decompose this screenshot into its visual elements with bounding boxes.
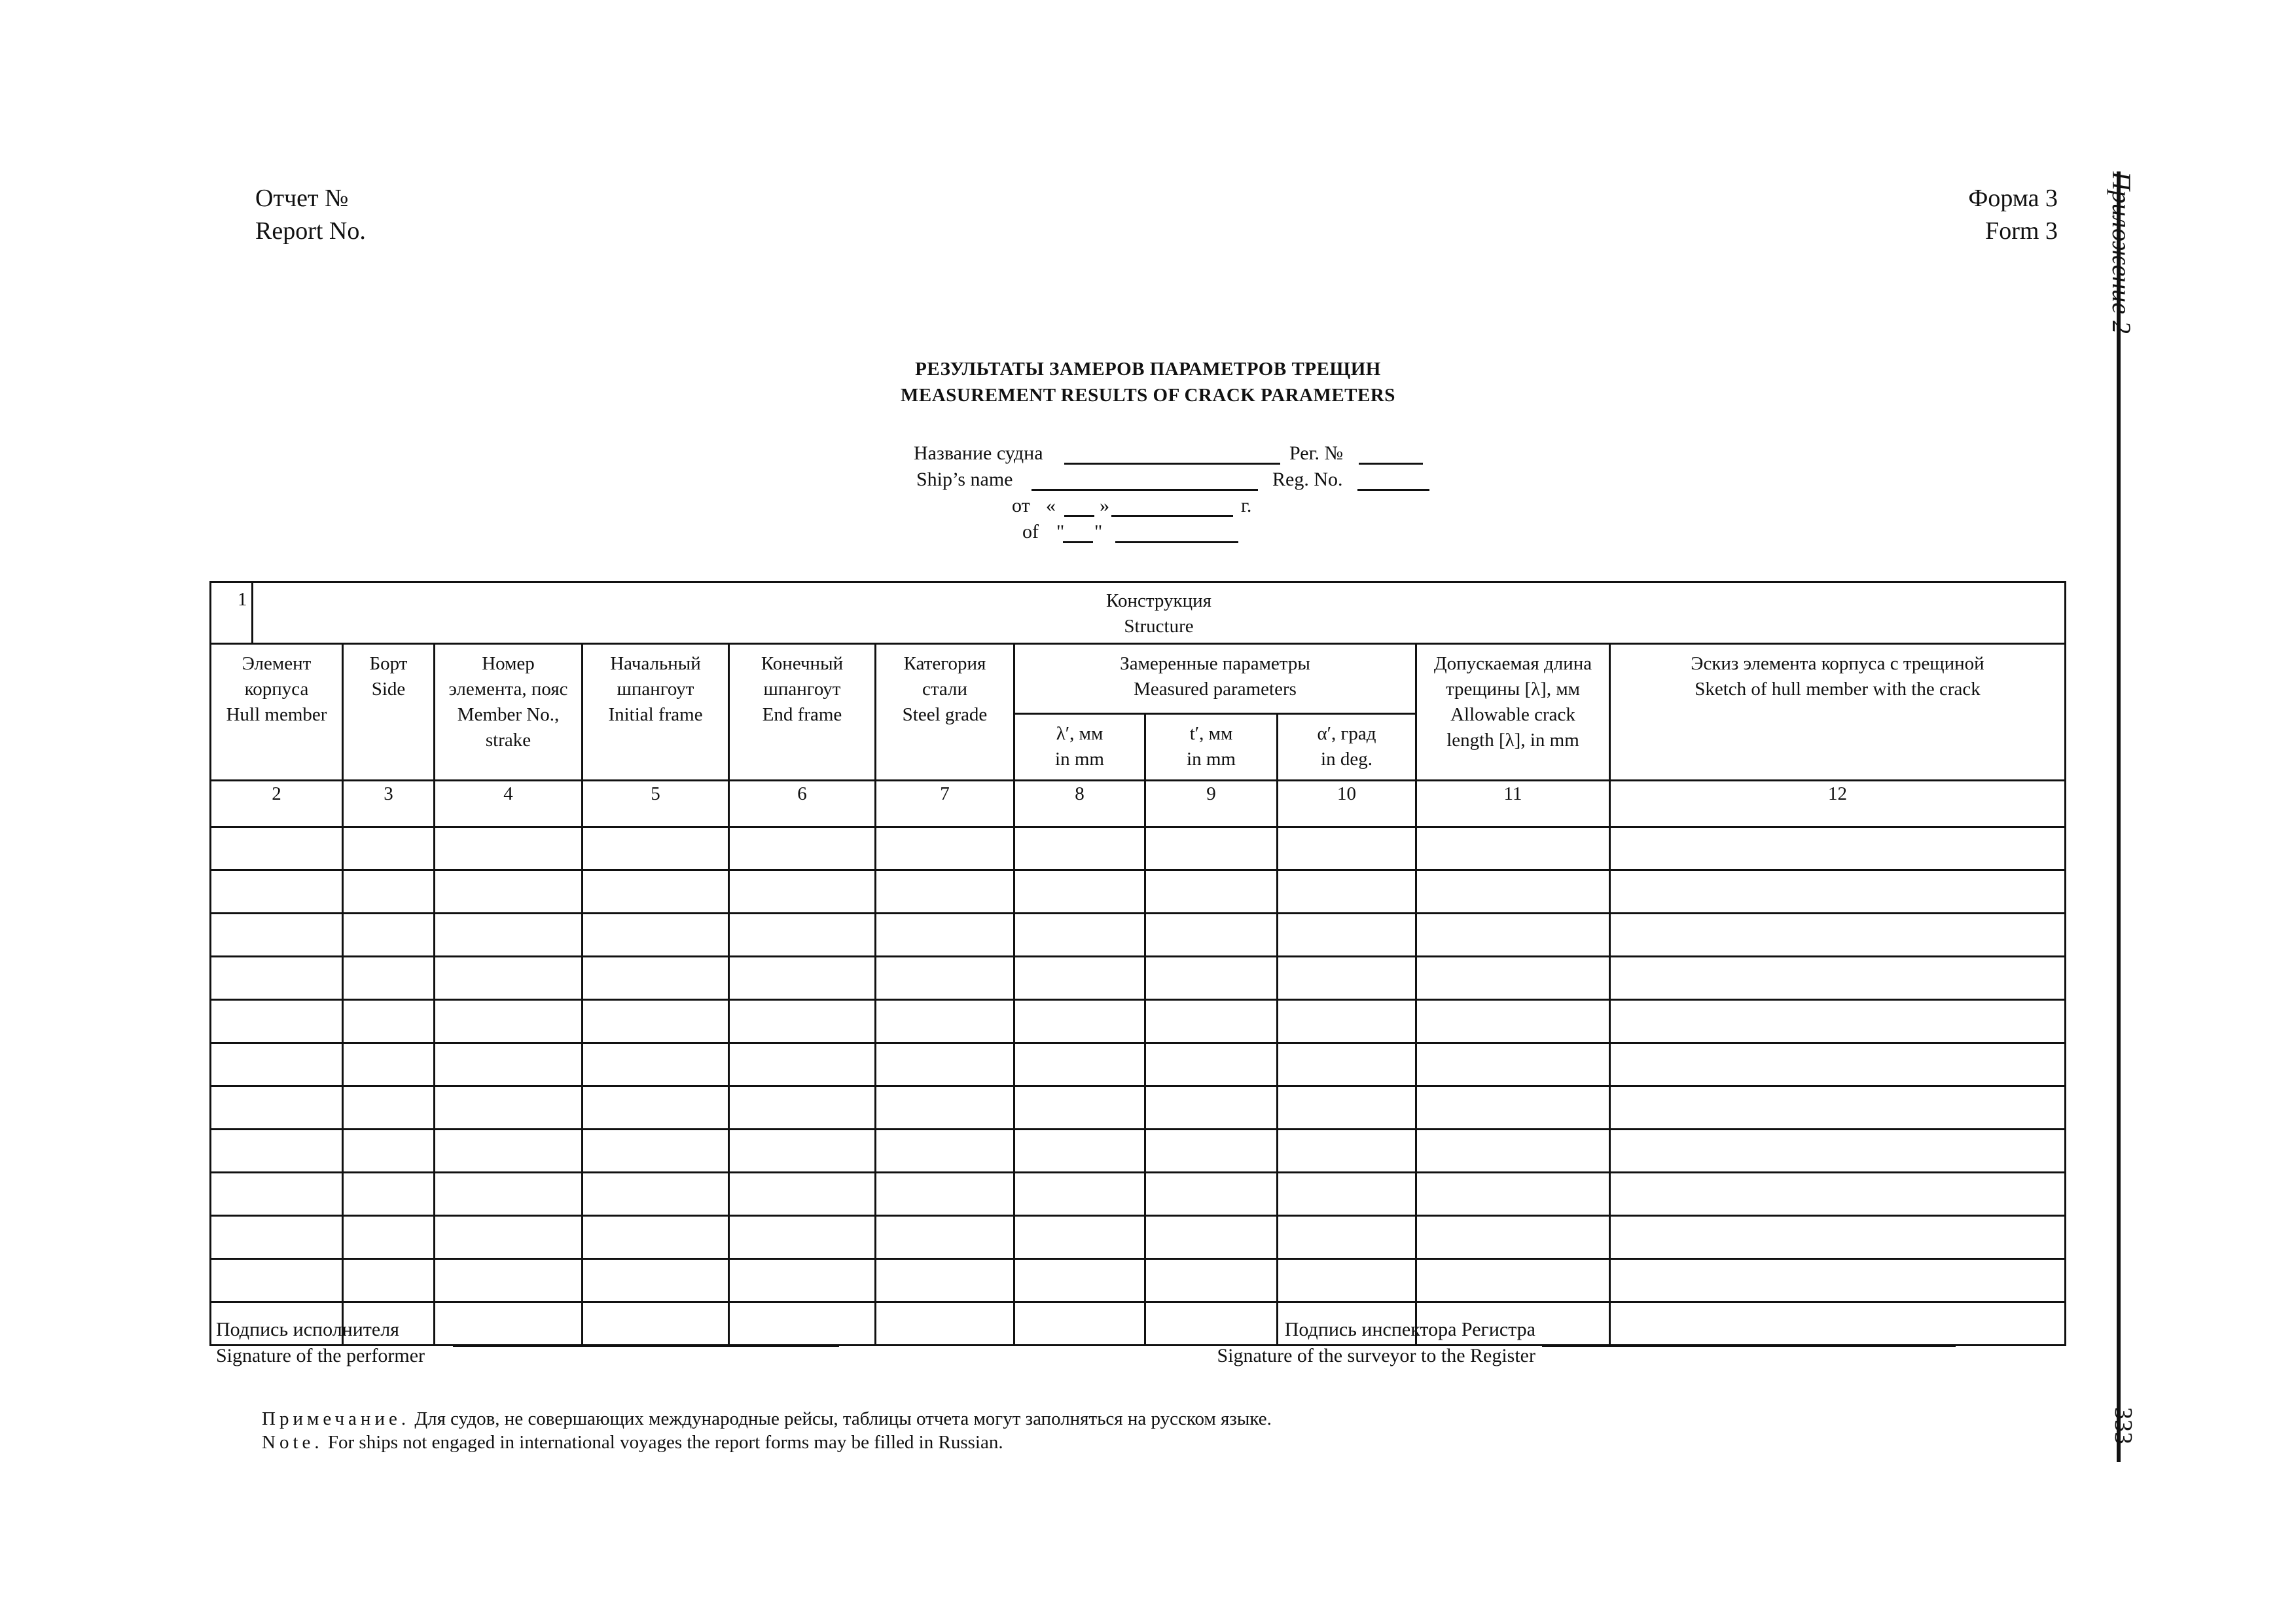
table-cell[interactable] bbox=[211, 1043, 343, 1086]
table-cell[interactable] bbox=[729, 1086, 876, 1130]
table-cell[interactable] bbox=[343, 1216, 435, 1259]
table-cell[interactable] bbox=[343, 1173, 435, 1216]
table-cell[interactable] bbox=[435, 957, 583, 1000]
table-cell[interactable] bbox=[1014, 1173, 1145, 1216]
col-num-5: 5 bbox=[583, 781, 729, 827]
note-label-ru: Примечание. bbox=[262, 1408, 410, 1429]
table-cell[interactable] bbox=[343, 1000, 435, 1043]
table-row bbox=[211, 1086, 2066, 1130]
table-cell[interactable] bbox=[876, 1302, 1014, 1346]
sub-alpha-1: α′, град bbox=[1317, 723, 1376, 744]
col-num-8: 8 bbox=[1014, 781, 1145, 827]
table-cell[interactable] bbox=[876, 1259, 1014, 1302]
table-cell[interactable] bbox=[1610, 1302, 2066, 1346]
table-cell[interactable] bbox=[583, 1086, 729, 1130]
table-cell[interactable] bbox=[211, 1000, 343, 1043]
col-member-en-1: Member No., bbox=[457, 704, 560, 725]
table-cell[interactable] bbox=[343, 1130, 435, 1173]
col-side-ru: Борт bbox=[369, 653, 408, 674]
data-rows bbox=[211, 827, 2066, 1346]
ship-name-input[interactable] bbox=[1064, 463, 1280, 465]
table-cell[interactable] bbox=[729, 1259, 876, 1302]
table-cell[interactable] bbox=[729, 1000, 876, 1043]
table-row bbox=[211, 1216, 2066, 1259]
col-hull-en: Hull member bbox=[226, 704, 327, 725]
table-cell[interactable] bbox=[211, 1130, 343, 1173]
table-cell[interactable] bbox=[1610, 957, 2066, 1000]
col-initial-ru-2: шпангоут bbox=[617, 679, 694, 700]
table-row bbox=[211, 1130, 2066, 1173]
col-initial-ru-1: Начальный bbox=[610, 653, 701, 674]
date-year-label-ru: г. bbox=[1241, 495, 1252, 516]
performer-label-ru: Подпись исполнителя bbox=[216, 1319, 399, 1340]
form-title-en: MEASUREMENT RESULTS OF CRACK PARAMETERS bbox=[901, 385, 1395, 406]
performer-label-en: Signature of the performer bbox=[216, 1345, 425, 1366]
table-row bbox=[211, 827, 2066, 870]
table-row bbox=[211, 957, 2066, 1000]
table-row bbox=[211, 1173, 2066, 1216]
table-cell[interactable] bbox=[343, 957, 435, 1000]
table-row bbox=[211, 1043, 2066, 1086]
form-number-en: Form 3 bbox=[1985, 217, 2058, 245]
table-cell[interactable] bbox=[583, 914, 729, 957]
table-cell[interactable] bbox=[1278, 1086, 1416, 1130]
col-initial-frame bbox=[583, 644, 729, 781]
col-member-no bbox=[435, 644, 583, 781]
table-cell[interactable] bbox=[343, 1259, 435, 1302]
table-cell[interactable] bbox=[1014, 1000, 1145, 1043]
col-measured-en: Measured parameters bbox=[1134, 679, 1297, 700]
table-cell[interactable] bbox=[1145, 957, 1278, 1000]
table-cell[interactable] bbox=[876, 1130, 1014, 1173]
col-end-ru-1: Конечный bbox=[761, 653, 844, 674]
table-row bbox=[211, 914, 2066, 957]
table-cell[interactable] bbox=[1145, 870, 1278, 914]
col-hull-ru-1: Элемент bbox=[242, 653, 312, 674]
sub-lambda-2: in mm bbox=[1055, 749, 1104, 770]
structure-header-cell bbox=[211, 582, 2066, 644]
table-cell[interactable] bbox=[1145, 914, 1278, 957]
table-cell[interactable] bbox=[211, 827, 343, 870]
col-end-ru-2: шпангоут bbox=[763, 679, 841, 700]
col-member-en-2: strake bbox=[485, 730, 531, 751]
table-cell[interactable] bbox=[343, 1043, 435, 1086]
col-num-9: 9 bbox=[1145, 781, 1278, 827]
date-open-quote-en: " bbox=[1056, 521, 1065, 543]
table-cell[interactable] bbox=[1278, 1216, 1416, 1259]
col-side bbox=[343, 644, 435, 781]
table-cell[interactable] bbox=[1416, 914, 1610, 957]
table-cell[interactable] bbox=[876, 957, 1014, 1000]
table-cell[interactable] bbox=[343, 827, 435, 870]
table-cell[interactable] bbox=[435, 1173, 583, 1216]
col-sketch-en: Sketch of hull member with the crack bbox=[1695, 679, 1981, 700]
table-cell[interactable] bbox=[1610, 1043, 2066, 1086]
col-num-2: 2 bbox=[211, 781, 343, 827]
date-close-quote-ru: » bbox=[1100, 495, 1109, 516]
col-allow-en-2: length [λ], in mm bbox=[1446, 730, 1579, 751]
date-month-input-en[interactable] bbox=[1115, 541, 1238, 543]
table-cell[interactable] bbox=[1610, 1000, 2066, 1043]
col-sketch bbox=[1610, 644, 2066, 781]
note-label-en: Note. bbox=[262, 1432, 323, 1453]
table-row bbox=[211, 1302, 2066, 1346]
table-cell[interactable] bbox=[1416, 1216, 1610, 1259]
structure-label-en: Structure bbox=[1124, 616, 1194, 637]
form-title-ru: РЕЗУЛЬТАТЫ ЗАМЕРОВ ПАРАМЕТРОВ ТРЕЩИН bbox=[915, 359, 1381, 380]
table-cell[interactable] bbox=[1145, 1216, 1278, 1259]
table-cell[interactable] bbox=[343, 870, 435, 914]
crack-results-table bbox=[209, 581, 2066, 1346]
table-cell[interactable] bbox=[1014, 827, 1145, 870]
col-num-10: 10 bbox=[1278, 781, 1416, 827]
column-header-row bbox=[211, 644, 2066, 714]
table-cell[interactable] bbox=[876, 827, 1014, 870]
col-steel-grade bbox=[876, 644, 1014, 781]
table-cell[interactable] bbox=[1145, 1173, 1278, 1216]
performer-signature-label bbox=[216, 1317, 425, 1369]
table-cell[interactable] bbox=[1416, 1000, 1610, 1043]
table-cell[interactable] bbox=[1014, 1086, 1145, 1130]
table-cell[interactable] bbox=[1610, 1216, 2066, 1259]
table-cell[interactable] bbox=[1014, 957, 1145, 1000]
table-cell[interactable] bbox=[1278, 957, 1416, 1000]
table-cell[interactable] bbox=[435, 1302, 583, 1346]
col-measured-params bbox=[1014, 644, 1416, 714]
page-number bbox=[2094, 1407, 2147, 1466]
table-cell[interactable] bbox=[1610, 1173, 2066, 1216]
table-cell[interactable] bbox=[1416, 957, 1610, 1000]
date-open-quote-ru: « bbox=[1046, 495, 1056, 516]
col-num-4: 4 bbox=[435, 781, 583, 827]
surveyor-signature-label bbox=[1165, 1317, 1535, 1369]
ship-name-label-ru: Название судна bbox=[914, 442, 1043, 464]
note-ru bbox=[262, 1407, 1272, 1431]
table-cell[interactable] bbox=[729, 1302, 876, 1346]
table-cell[interactable] bbox=[1014, 1130, 1145, 1173]
structure-number: 1 bbox=[211, 583, 253, 643]
table-cell[interactable] bbox=[211, 870, 343, 914]
table-row bbox=[211, 870, 2066, 914]
table-row bbox=[211, 1259, 2066, 1302]
surveyor-label-en: Signature of the surveyor to the Register bbox=[1217, 1345, 1535, 1366]
date-close-quote-en: " bbox=[1094, 521, 1103, 543]
table-cell[interactable] bbox=[876, 1086, 1014, 1130]
reg-no-input[interactable] bbox=[1359, 463, 1423, 465]
table-cell[interactable] bbox=[583, 1216, 729, 1259]
table-cell[interactable] bbox=[876, 1043, 1014, 1086]
sub-lambda-1: λ′, мм bbox=[1056, 723, 1103, 744]
surveyor-label-ru: Подпись инспектора Регистра bbox=[1284, 1319, 1535, 1340]
date-of-label-en: of bbox=[1022, 521, 1039, 543]
table-cell[interactable] bbox=[876, 1000, 1014, 1043]
col-hull-ru-2: корпуса bbox=[244, 679, 309, 700]
table-cell[interactable] bbox=[211, 1086, 343, 1130]
table-cell[interactable] bbox=[1014, 1259, 1145, 1302]
table-cell[interactable] bbox=[435, 914, 583, 957]
structure-label bbox=[253, 583, 2064, 643]
table-cell[interactable] bbox=[876, 1216, 1014, 1259]
table-cell[interactable] bbox=[729, 1216, 876, 1259]
structure-row bbox=[211, 582, 2066, 644]
table-cell[interactable] bbox=[1145, 1086, 1278, 1130]
table-cell[interactable] bbox=[211, 914, 343, 957]
reg-no-label-ru: Рег. № bbox=[1289, 442, 1344, 464]
table-cell[interactable] bbox=[1416, 870, 1610, 914]
col-end-en: End frame bbox=[762, 704, 842, 725]
date-month-input[interactable] bbox=[1111, 515, 1233, 517]
col-num-3: 3 bbox=[343, 781, 435, 827]
ship-name-input-en[interactable] bbox=[1031, 489, 1258, 491]
table-cell[interactable] bbox=[583, 957, 729, 1000]
table-cell[interactable] bbox=[876, 870, 1014, 914]
table-cell[interactable] bbox=[1610, 827, 2066, 870]
ship-name-label-en: Ship’s name bbox=[916, 469, 1013, 490]
appendix-label bbox=[2094, 171, 2147, 355]
table-cell[interactable] bbox=[1145, 1043, 1278, 1086]
table-cell[interactable] bbox=[211, 1259, 343, 1302]
column-number-row bbox=[211, 781, 2066, 827]
table-cell[interactable] bbox=[1610, 1259, 2066, 1302]
table-cell[interactable] bbox=[1610, 914, 2066, 957]
table-cell[interactable] bbox=[583, 1043, 729, 1086]
table-cell[interactable] bbox=[435, 1043, 583, 1086]
table-cell[interactable] bbox=[583, 870, 729, 914]
table-cell[interactable] bbox=[1610, 1086, 2066, 1130]
col-num-7: 7 bbox=[876, 781, 1014, 827]
col-num-11: 11 bbox=[1416, 781, 1610, 827]
sub-t-1: t′, мм bbox=[1189, 723, 1233, 744]
table-cell[interactable] bbox=[435, 870, 583, 914]
table-cell[interactable] bbox=[343, 1086, 435, 1130]
table-cell[interactable] bbox=[1416, 1259, 1610, 1302]
report-number-ru: Отчет № bbox=[255, 185, 349, 212]
reg-no-input-en[interactable] bbox=[1357, 489, 1429, 491]
table-cell[interactable] bbox=[211, 1216, 343, 1259]
table-cell[interactable] bbox=[435, 1216, 583, 1259]
table-cell[interactable] bbox=[1278, 870, 1416, 914]
table-cell[interactable] bbox=[211, 957, 343, 1000]
table-cell[interactable] bbox=[435, 1259, 583, 1302]
date-day-input-en[interactable] bbox=[1063, 541, 1093, 543]
col-allow-en-1: Allowable crack bbox=[1450, 704, 1575, 725]
table-cell[interactable] bbox=[1145, 1000, 1278, 1043]
table-cell[interactable] bbox=[435, 1000, 583, 1043]
table-cell[interactable] bbox=[1278, 1043, 1416, 1086]
table-cell[interactable] bbox=[583, 1130, 729, 1173]
form-number-label bbox=[1968, 182, 2058, 247]
table-cell[interactable] bbox=[583, 1173, 729, 1216]
table-cell[interactable] bbox=[1278, 1259, 1416, 1302]
form-number-ru: Форма 3 bbox=[1968, 185, 2058, 212]
structure-label-ru: Конструкция bbox=[1106, 590, 1211, 611]
page-number-text: 333 bbox=[2109, 1407, 2137, 1444]
report-number-label bbox=[255, 182, 366, 247]
table-cell[interactable] bbox=[876, 914, 1014, 957]
table-cell[interactable] bbox=[729, 1130, 876, 1173]
date-from-label-ru: от bbox=[1012, 495, 1030, 516]
note-text-en: For ships not engaged in international voyages the report forms may be filled in Russian. bbox=[327, 1432, 1003, 1453]
sub-col-lambda bbox=[1014, 714, 1145, 781]
sub-t-2: in mm bbox=[1187, 749, 1236, 770]
table-cell[interactable] bbox=[1416, 827, 1610, 870]
col-sketch-ru: Эскиз элемента корпуса с трещиной bbox=[1691, 653, 1984, 674]
table-cell[interactable] bbox=[729, 1043, 876, 1086]
performer-signature-line[interactable] bbox=[453, 1345, 839, 1347]
date-day-input[interactable] bbox=[1064, 515, 1094, 517]
col-measured-ru: Замеренные параметры bbox=[1120, 653, 1310, 674]
col-member-ru-2: элемента, пояс bbox=[448, 679, 568, 700]
table-cell[interactable] bbox=[435, 827, 583, 870]
reg-no-label-en: Reg. No. bbox=[1272, 469, 1343, 490]
table-row bbox=[211, 1000, 2066, 1043]
col-num-6: 6 bbox=[729, 781, 876, 827]
table-cell[interactable] bbox=[435, 1086, 583, 1130]
col-initial-en: Initial frame bbox=[608, 704, 703, 725]
note-en bbox=[262, 1431, 1003, 1454]
table-cell[interactable] bbox=[729, 914, 876, 957]
table-cell[interactable] bbox=[583, 827, 729, 870]
table-cell[interactable] bbox=[1278, 914, 1416, 957]
col-steel-ru-2: стали bbox=[922, 679, 968, 700]
col-num-12: 12 bbox=[1610, 781, 2066, 827]
col-allow-ru-1: Допускаемая длина bbox=[1433, 653, 1592, 674]
table-cell[interactable] bbox=[729, 1173, 876, 1216]
table-cell[interactable] bbox=[729, 957, 876, 1000]
table-cell[interactable] bbox=[1416, 1130, 1610, 1173]
appendix-text: Приложение 2 bbox=[2107, 171, 2136, 334]
note-text-ru: Для судов, не совершающих международные рейсы, таблицы отчета могут заполняться на русском языке. bbox=[414, 1408, 1272, 1429]
surveyor-signature-line[interactable] bbox=[1542, 1345, 1956, 1347]
table-cell[interactable] bbox=[729, 827, 876, 870]
table-cell[interactable] bbox=[1014, 1043, 1145, 1086]
table-cell[interactable] bbox=[1145, 827, 1278, 870]
table-cell[interactable] bbox=[343, 914, 435, 957]
table-cell[interactable] bbox=[1014, 1216, 1145, 1259]
table-cell[interactable] bbox=[1145, 1259, 1278, 1302]
table-cell[interactable] bbox=[1610, 1130, 2066, 1173]
table-cell[interactable] bbox=[1416, 1086, 1610, 1130]
col-member-ru-1: Номер bbox=[482, 653, 535, 674]
table-cell[interactable] bbox=[1014, 914, 1145, 957]
table-cell[interactable] bbox=[583, 1000, 729, 1043]
table-cell[interactable] bbox=[435, 1130, 583, 1173]
sub-col-t bbox=[1145, 714, 1278, 781]
table-cell[interactable] bbox=[1416, 1043, 1610, 1086]
sub-alpha-2: in deg. bbox=[1321, 749, 1372, 770]
table-cell[interactable] bbox=[211, 1173, 343, 1216]
col-steel-en: Steel grade bbox=[902, 704, 988, 725]
table-cell[interactable] bbox=[1278, 1130, 1416, 1173]
sub-col-alpha bbox=[1278, 714, 1416, 781]
table-cell[interactable] bbox=[729, 870, 876, 914]
col-end-frame bbox=[729, 644, 876, 781]
table-cell[interactable] bbox=[583, 1302, 729, 1346]
table-cell[interactable] bbox=[1610, 870, 2066, 914]
col-allowable-length bbox=[1416, 644, 1610, 781]
table-cell[interactable] bbox=[583, 1259, 729, 1302]
table-cell[interactable] bbox=[1014, 870, 1145, 914]
table-cell[interactable] bbox=[1145, 1130, 1278, 1173]
table-cell[interactable] bbox=[1278, 827, 1416, 870]
col-side-en: Side bbox=[371, 679, 406, 700]
col-hull-member bbox=[211, 644, 343, 781]
table-cell[interactable] bbox=[1278, 1173, 1416, 1216]
table-cell[interactable] bbox=[1416, 1173, 1610, 1216]
report-number-en: Report No. bbox=[255, 217, 366, 245]
table-cell[interactable] bbox=[876, 1173, 1014, 1216]
table-cell[interactable] bbox=[1014, 1302, 1145, 1346]
col-steel-ru-1: Категория bbox=[903, 653, 986, 674]
col-allow-ru-2: трещины [λ], мм bbox=[1445, 679, 1581, 700]
table-cell[interactable] bbox=[1278, 1000, 1416, 1043]
